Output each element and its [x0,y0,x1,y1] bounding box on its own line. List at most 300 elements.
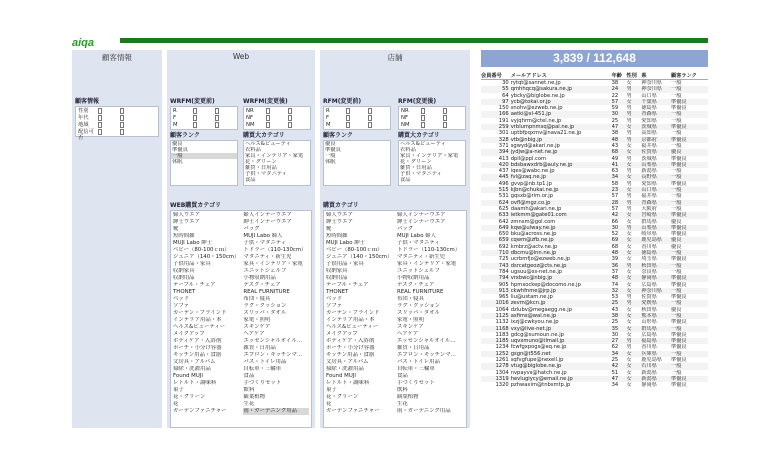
table-cell: 女 [626,288,641,294]
category-item[interactable]: 婦人インナーウエア [397,212,446,218]
category-item[interactable]: ボディケア・入浴剤 [173,338,222,344]
rfm-checkbox[interactable] [346,108,368,114]
table-cell: 一般 [671,313,708,319]
table-cell: 166 [481,111,511,117]
list-item[interactable]: 子供・マタニティ [400,171,442,177]
table-cell: 57 [611,193,619,200]
column-header[interactable]: メールアドレス [511,72,612,80]
table-cell: 準優良 [671,382,687,389]
category-item[interactable]: トドラー（110-130cm） [243,247,307,253]
rfm-checkbox[interactable] [421,122,443,128]
list-item[interactable]: 準優良 [325,147,341,153]
table-cell: 女 [626,306,632,313]
category-item[interactable]: キッチン用品・食器 [326,352,375,358]
category-item[interactable]: 手づくりセット [243,380,282,386]
category-item[interactable]: 家電・照明 [397,317,424,323]
category-item[interactable]: バス・トイレ用品 [243,359,287,365]
category-item[interactable]: スリッパ・タオル [397,310,440,316]
category-item[interactable]: 文房具・アルバム [173,359,216,365]
list-item[interactable]: 食品 [400,177,411,183]
table-cell: 女 [626,243,632,250]
rfm-checkbox[interactable] [288,108,310,114]
category-item[interactable]: ジュニア（140・150cm） [173,254,240,260]
category-item[interactable]: 布団・寝具 [243,296,271,302]
list-item[interactable]: 食品 [245,177,256,183]
category-item[interactable]: MUJI Labo 紳士 [173,240,213,246]
store-column-title: 店舗 [387,53,403,62]
table-cell: 25 [612,300,627,306]
web-category-title: WEB購買カテゴリ [170,202,222,209]
table-cell: 一般 [671,92,682,99]
rfm-checkbox[interactable] [193,115,215,121]
category-item[interactable]: ソファ [173,303,190,309]
table-cell: 35 [612,326,627,332]
rfm-checkbox[interactable] [215,122,237,128]
category-item[interactable]: テーブル・チェア [173,282,216,288]
table-cell: 優良 [671,243,682,250]
category-item[interactable]: 自転車・三輪車 [397,366,435,372]
category-item[interactable]: ユニットシェルフ [243,268,287,274]
category-item[interactable]: 飲料 [397,387,408,393]
category-item[interactable]: バス・トイレ用品 [397,359,440,365]
list-item[interactable]: 雑貨・日用品 [400,165,432,171]
list-item[interactable]: 休眠 [325,159,336,165]
category-item[interactable]: デスク・チェア [243,282,281,288]
table-cell: 奈良県 [641,268,657,275]
table-cell: dpll@ppl.com [510,155,547,162]
list-item[interactable]: ヘルス&ビューティ [245,141,291,147]
category-item[interactable]: ポーチ・小分け容器 [173,345,222,351]
category-item[interactable]: 婦人ウエア [173,212,200,218]
table-cell: 1261 [495,357,509,364]
table-cell: bdsbawxdrb@auly.ne.jp [511,162,612,168]
store-purchase-cat-list[interactable] [398,140,466,186]
rfm-label: NR [401,108,409,114]
table-cell: 437 [498,168,509,175]
list-item[interactable]: 雑貨・日用品 [245,165,277,171]
table-cell: 山形県 [641,319,657,326]
aiqa-logo [72,36,112,48]
rfm-before-section [323,96,391,130]
category-item[interactable]: エプロン・キッチンマ… [397,352,456,358]
category-item[interactable]: マタニティ・新生児 [243,254,292,260]
rfm-checkbox[interactable] [288,122,310,128]
category-item[interactable]: スキンケア [397,324,424,330]
header-bar [120,38,708,43]
list-item[interactable]: 子供・マタニティ [245,171,287,177]
table-cell: kjbn@chukai.ne.jp [511,187,612,193]
list-item[interactable]: ヘルス&ビューティ [400,141,446,147]
rfm-checkbox[interactable] [368,115,390,121]
table-cell: kqw@ulway.ne.jp [511,225,612,231]
category-item[interactable]: ベビー（80-100ｃｍ） [326,247,383,253]
category-item[interactable]: ソファ [326,303,343,309]
rfm-checkbox[interactable] [443,115,465,121]
category-item[interactable]: MUJI Labo 婦人 [243,233,283,239]
table-cell: 48 [612,275,627,281]
column-header[interactable]: 性別 [626,72,641,80]
category-item[interactable]: トドラー（110-130cm） [397,247,461,253]
rfm-checkbox[interactable] [346,115,368,121]
rfm-label: NR [246,108,254,114]
filter-checkbox[interactable] [120,108,142,114]
table-cell: 59 [611,105,619,112]
category-item[interactable]: 布団・寝具 [397,296,424,302]
column-header[interactable]: 年齢 [612,72,627,80]
rfm-label: NF [246,115,254,121]
table-cell: 埼玉県 [641,256,657,263]
category-item[interactable]: 雑貨・日用品 [397,345,430,351]
category-item[interactable]: 紳士ウエア [326,219,353,225]
table-cell: 30 [612,225,627,231]
list-item[interactable]: 衣料品 [245,147,261,153]
category-item[interactable]: カーテン・ブラインド [173,310,227,316]
table-cell: 秋田県 [641,263,671,269]
table-cell: 男 [626,263,641,269]
category-item[interactable]: 手づくりセット [397,380,435,386]
rfm-checkbox[interactable] [288,115,310,121]
table-cell: 準優良 [671,212,708,218]
table-cell: 913 [481,288,511,294]
table-cell: 1064 [495,306,509,313]
table-cell: 女 [626,99,641,105]
category-item[interactable]: ラグ・クッション [397,303,441,309]
category-item[interactable]: バッグ [243,226,260,232]
category-item[interactable]: THONET [326,289,349,295]
table-cell: 青森県 [641,200,671,206]
table-cell: 準優良 [671,281,687,288]
category-item[interactable]: ラグ・クッション [243,303,287,309]
category-item[interactable]: メイクアップ [173,331,205,337]
table-cell: 神奈川県 [641,288,671,294]
rfm-checkbox[interactable] [346,122,368,128]
table-cell: 女 [626,369,632,376]
rfm-checkbox[interactable] [368,122,390,128]
table-cell: 57 [611,205,619,212]
category-item[interactable]: ボディケア・入浴剤 [326,338,375,344]
category-item[interactable]: 掃除・洗濯用品 [173,366,211,372]
category-item[interactable]: レトルト・調味料 [326,380,370,386]
category-item[interactable]: 紳士インナーウエア [243,219,292,225]
category-item[interactable]: 短時間雑 [326,233,348,239]
category-item[interactable]: メイクアップ [326,331,358,337]
table-cell: 新潟県 [641,168,657,175]
category-item[interactable]: 花 [326,401,332,407]
rfm-checkbox[interactable] [266,108,288,114]
store-category-list[interactable] [323,210,467,428]
category-item[interactable]: カーテン・ブラインド [326,310,380,316]
table-cell: 福井県 [641,193,657,200]
table-cell: 準優良 [671,180,687,187]
table-cell: 36 [612,263,627,269]
category-item[interactable]: THONET [173,289,196,295]
category-item[interactable]: 観葉植物 [397,394,419,400]
table-cell: 一般 [671,193,682,200]
filter-checkbox[interactable] [120,122,142,128]
web-rank-list[interactable] [170,140,238,186]
rfm-label: NM [246,122,255,128]
category-item[interactable]: 菓子 [173,387,184,393]
table-cell: 茨城県 [641,155,657,162]
category-item[interactable]: 紳士インナーウエア [397,219,446,225]
category-item[interactable]: スキンケア [243,324,271,330]
table-cell: 徳島県 [641,105,657,112]
category-item[interactable]: 自転車・三輪車 [243,366,282,372]
list-item[interactable]: 一般 [325,153,336,159]
category-item[interactable]: エッセンシャルオイル… [243,338,303,344]
category-item[interactable]: エッセンシャルオイル… [397,338,456,344]
table-cell: 女 [626,187,641,193]
table-cell: 香川県 [641,243,657,250]
table-cell: 1185 [481,338,511,344]
filter-checkbox[interactable] [98,115,120,121]
table-cell: 千葉県 [641,99,671,105]
filter-checkbox[interactable] [120,115,142,121]
rfm-checkbox[interactable] [193,122,215,128]
list-item[interactable]: 花・グリーン [245,159,277,165]
table-cell: 優良 [671,218,682,225]
column-header[interactable]: 会員番号 [481,72,511,80]
category-item[interactable]: REAL FURNITURE [397,289,444,295]
category-item[interactable]: Found MUJI [326,373,356,379]
category-item[interactable]: 収納家具 [326,268,348,274]
category-item[interactable]: 婦人ウエア [326,212,353,218]
category-item[interactable]: ヘアケア [397,331,419,337]
category-item[interactable]: 飲料 [243,387,255,393]
category-item[interactable]: 生花 [397,401,408,407]
table-cell: 一般 [671,205,682,212]
category-item[interactable]: 小物収納用品 [243,275,276,281]
category-item[interactable]: 文房具・アルバム [326,359,369,365]
web-category-list[interactable] [170,210,312,428]
list-item[interactable]: 優良 [172,141,183,147]
category-item[interactable]: デスク・チェア [397,282,435,288]
column-header[interactable]: 県 [641,72,671,80]
category-item[interactable]: ユニットシェルフ [397,268,440,274]
web-column-title: Web [232,52,250,61]
table-cell: 659 [481,237,511,243]
category-item[interactable]: 子供用品・家具 [326,261,364,267]
table-cell: 1168 [481,326,511,332]
category-item[interactable]: テーブル・チェア [326,282,369,288]
table-cell: 神奈川県 [641,86,671,92]
table-cell: 準優良 [671,231,687,238]
table-cell: 48 [612,250,627,256]
category-item[interactable]: 食品 [397,373,408,379]
customer-info-box [75,106,159,141]
table-row[interactable] [481,80,708,87]
table-cell: 群馬県 [641,218,657,225]
list-item[interactable]: 家具・インテリア・家電 [400,153,459,159]
category-item[interactable]: 家電・照明 [243,317,271,323]
table-cell: ycb@tokai.or.jp [511,99,612,105]
table-cell: iqes@wabc.ne.jp [510,168,555,175]
list-item[interactable]: 花・グリーン [400,159,432,165]
table-cell: 55 [481,86,511,92]
rfm-checkbox[interactable] [443,108,465,114]
table-cell: asfims@wal.ne.jp [511,313,612,319]
table-cell: sqfvgfupe@nexell.jp [510,357,564,364]
list-item[interactable]: 衣料品 [400,147,416,153]
customer-column [72,50,162,428]
table-cell: ucrbmfjo@ezweb.ne.jp [510,256,571,263]
table-cell: sgwyd@akari.ne.jp [510,142,560,149]
category-item[interactable]: ヘアケア [243,331,265,337]
category-item[interactable]: ガーデンファニチャー [173,408,227,414]
table-cell: ixzj@cwkyou.ne.jp [510,319,559,326]
table-cell: 準優良 [671,357,687,364]
category-item[interactable]: 雑貨・日用品 [243,345,276,351]
wrfm-before-box [170,106,238,130]
category-item[interactable]: 収納家具 [173,268,195,274]
table-cell: 女 [626,382,632,389]
table-cell: jydjw@a-net.ne.jp [511,149,612,155]
store-column [320,50,470,428]
table-cell: 女 [626,363,641,369]
rfm-checkbox[interactable] [215,115,237,121]
table-cell: 準優良 [671,124,708,130]
category-item[interactable]: 子供・マタニティ [243,240,287,246]
table-cell: 642 [498,218,509,225]
filter-checkbox[interactable] [120,129,142,135]
category-col-left [326,212,393,426]
table-cell: 725 [498,256,509,263]
list-item[interactable]: 家具・インテリア・家電 [245,153,304,159]
table-cell: 広島県 [641,281,657,288]
category-item[interactable]: ガーデンファニチャー [326,408,380,414]
category-item[interactable]: スリッパ・タオル [243,310,287,316]
table-cell: 男 [626,338,641,344]
table-cell: 山梨県 [641,162,671,168]
category-item[interactable]: 花・グリーン [173,394,206,400]
rfm-checkbox[interactable] [421,115,443,121]
table-row[interactable] [481,382,708,388]
table-cell: 女 [626,237,641,243]
table-cell: 女 [626,313,641,319]
category-item[interactable]: 雨・ガーデニング用品 [243,408,309,415]
rfm-checkbox[interactable] [266,115,288,121]
table-cell: 191 [498,117,509,124]
table-cell: 男 [626,86,641,92]
table-cell: 宮崎県 [641,212,671,218]
category-item[interactable]: マタニティ・新生児 [397,254,446,260]
category-item[interactable]: ポーチ・小分け容器 [326,345,375,351]
column-header[interactable]: 顧客ランク [671,72,708,80]
category-item[interactable]: ベッド [173,296,190,302]
list-item[interactable]: 準優良 [172,147,188,153]
category-item[interactable]: インテリア用品・本 [326,317,375,323]
table-cell: 625 [498,205,509,212]
category-item[interactable]: 短時間雑 [173,233,195,239]
category-item[interactable]: 子供用品・家具 [173,261,211,267]
category-item[interactable]: Found MUJI [173,373,203,379]
category-item[interactable]: 収納用品 [326,275,348,281]
category-item[interactable]: 小物収納用品 [397,275,430,281]
category-item[interactable]: ベビー（80-100ｃｍ） [173,247,230,253]
table-cell: 熊本県 [641,313,671,319]
table-cell: 一般 [671,363,708,369]
category-item[interactable]: レトルト・調味料 [173,380,217,386]
table-cell: 香川県 [641,344,657,351]
rfm-checkbox[interactable] [266,122,288,128]
table-cell: 男 [626,344,632,351]
filter-checkbox[interactable] [98,129,120,135]
category-item[interactable]: MUJI Labo 婦人 [397,233,437,239]
table-cell: 445 [481,174,511,180]
category-item[interactable]: ヘルス&ビューティー [326,324,379,330]
category-item[interactable]: 家具・インテリア・家電 [243,261,303,267]
category-item[interactable]: 食品 [243,373,255,379]
category-item[interactable]: 紳士ウエア [173,219,200,225]
rfm-before-box [323,106,391,130]
category-item[interactable]: 収納用品 [173,275,195,281]
rfm-checkbox[interactable] [368,108,390,114]
category-item[interactable]: エプロン・キッチンマ… [243,352,303,358]
category-item[interactable]: 家具・インテリア・家電 [397,261,457,267]
category-item[interactable]: 掃除・洗濯用品 [326,366,364,372]
table-cell: 794 [481,275,511,281]
table-cell: 150 [498,105,509,112]
rfm-checkbox[interactable] [193,108,215,114]
category-item[interactable]: MUJI Labo 紳士 [326,240,366,246]
list-item[interactable]: 一般 [171,153,237,159]
category-item[interactable]: 子供・マタニティ [397,240,440,246]
table-cell: 準優良 [671,319,687,326]
category-item[interactable]: 観葉植物 [243,394,265,400]
table-cell: 女 [626,376,641,382]
category-item[interactable]: キッチン用品・食器 [173,352,222,358]
table-cell: 784 [498,268,509,275]
web-purchase-cat-list[interactable] [243,140,311,186]
result-table-panel[interactable] [481,72,708,428]
rfm-checkbox[interactable] [215,108,237,114]
category-item[interactable]: 生花 [243,401,255,407]
table-cell: 一般 [671,86,708,92]
result-table [481,72,708,389]
rfm-label: NM [401,122,410,128]
category-item[interactable]: 靴 [173,226,179,232]
category-item[interactable]: バッグ [397,226,414,232]
table-cell: 743 [481,263,511,269]
category-item[interactable]: 靴 [326,226,332,232]
list-item[interactable]: 休眠 [172,159,183,165]
list-item[interactable]: 優良 [325,141,336,147]
filter-checkbox[interactable] [98,122,120,128]
category-item[interactable]: 花 [173,401,179,407]
rfm-label: NF [401,115,409,121]
category-item[interactable]: 雨・ガーデニング用品 [397,408,451,414]
table-cell: 男 [626,294,632,301]
table-cell: 43 [611,306,619,313]
rfm-checkbox[interactable] [443,122,465,128]
table-cell: 一般 [671,80,682,86]
filter-checkbox[interactable] [98,108,120,114]
table-cell: 1320 [495,382,509,389]
table-cell: 一般 [671,187,708,193]
category-item[interactable]: 花・グリーン [326,394,359,400]
category-item[interactable]: 菓子 [326,387,337,393]
category-item[interactable]: REAL FURNITURE [243,289,290,295]
rfm-checkbox[interactable] [421,108,443,114]
category-item[interactable]: 婦人インナーウエア [243,212,292,218]
category-item[interactable]: インテリア用品・本 [173,317,222,323]
table-cell: 男 [626,130,632,137]
category-item[interactable]: ジュニア（140・150cm） [326,254,393,260]
category-item[interactable]: ベッド [326,296,343,302]
table-cell: 女 [626,319,632,326]
store-rank-list[interactable] [323,140,391,186]
category-item[interactable]: ヘルス&ビューティー [173,324,226,330]
